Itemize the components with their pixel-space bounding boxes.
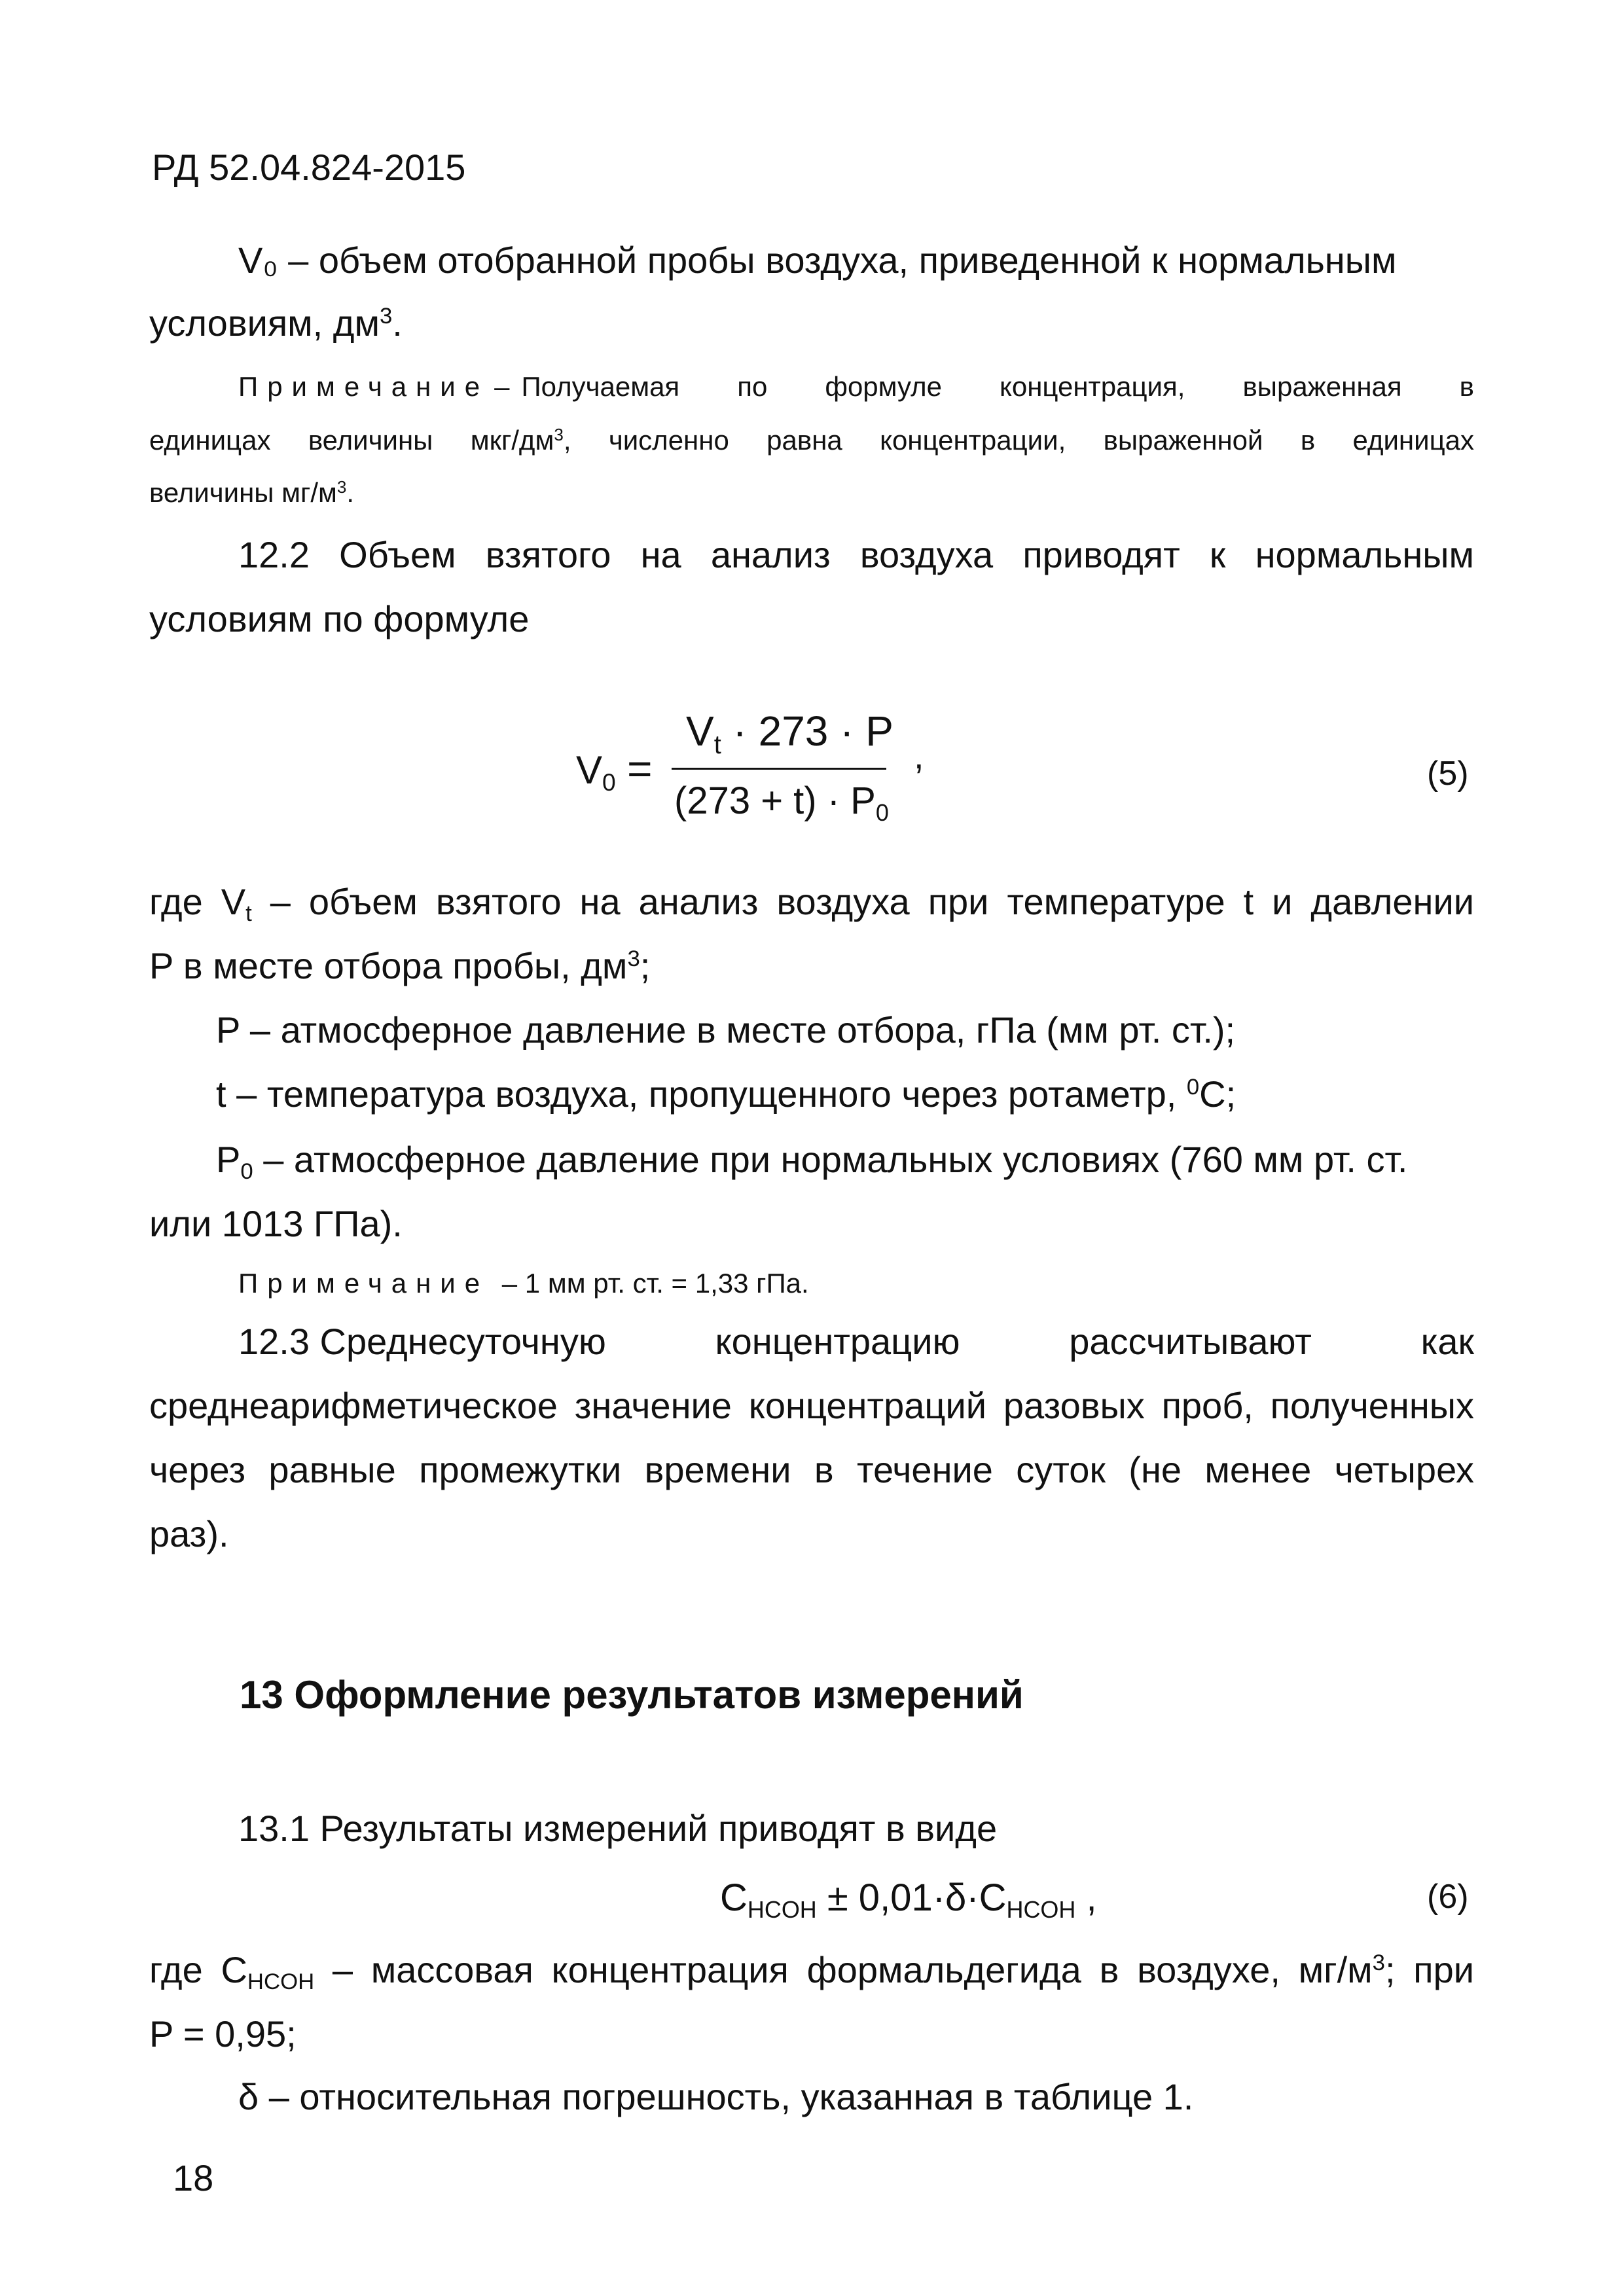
note1-label: Примечание: [238, 371, 490, 402]
paragraph-12-3-line1: 12.3 Среднесуточную концентрацию рассчитывают как: [238, 1321, 1474, 1362]
p0-definition-line1: $P_0$ – атмосферное давление при нормальных условиях (760 мм рт. ст.: [216, 1139, 1408, 1185]
formula-6: [720, 1865, 1479, 1931]
v0-definition-line1: V₀ – объем отобранной пробы воздуха, приведенной к нормальным: [238, 240, 1397, 281]
note2-label: Примечание: [238, 1268, 490, 1299]
p0-definition-line2: или 1013 ГПа).: [149, 1203, 403, 1244]
note1-line2: единицах величины мкг/$дм^3$, численно равна концентрации, выраженной в единицах: [149, 424, 1474, 456]
formula6-expression: $C_{HCOH} \pm 0,01\cdot\delta\cdot C_{HCOH}$ ,: [720, 1876, 1097, 1923]
paragraph-13-1: 13.1 Результаты измерений приводят в виде: [238, 1808, 998, 1849]
section-13-title: 13 Оформление результатов измерений: [240, 1673, 1024, 1717]
vt-definition-line2: P в месте отбора пробы, $дм^3$;: [149, 945, 651, 986]
paragraph-12-2-line2: условиям по формуле: [149, 598, 530, 639]
page-number: 18: [173, 2157, 214, 2198]
c-hcoh-definition-line1: где $C_{HCOH}$ – массовая концентрация формальдегида в воздухе, $мг/м^3$; при: [149, 1949, 1474, 1995]
p-definition: P – атмосферное давление в месте отбора, гПа (мм рт. ст.);: [216, 1009, 1236, 1050]
c-hcoh-definition-line2: P = 0,95;: [149, 2013, 297, 2054]
formula5-equals: =: [627, 744, 653, 793]
formula6-number: (6): [1427, 1878, 1469, 1916]
formula5-denominator: $(273 + t) \cdot P_0$: [674, 780, 889, 826]
v0-definition-line2: условиям, $дм^3$.: [149, 302, 403, 344]
formula5-lhs: $V_0$: [576, 748, 616, 797]
formula5-number: (5): [1427, 755, 1469, 793]
paragraph-12-3-line2: среднеарифметическое значение концентраций разовых проб, полученных: [149, 1385, 1474, 1426]
paragraph-12-3-line4: раз).: [149, 1513, 229, 1554]
t-definition: t – температура воздуха, пропущенного через ротаметр, $^0$С;: [216, 1073, 1236, 1115]
formula5-comma: ,: [914, 735, 924, 776]
paragraph-12-3-line3: через равные промежутки времени в течение суток (не менее четырех: [149, 1449, 1474, 1490]
formula-5: [576, 707, 1479, 844]
delta-definition: δ – относительная погрешность, указанная в таблице 1.: [238, 2076, 1194, 2117]
formula5-numerator: $V_t \cdot 273 \cdot P$: [686, 708, 893, 759]
note1-line1: Примечание – Получаемая по формуле концентрация, выраженная в: [238, 371, 1474, 402]
note1-line3: величины $мг/м^3$.: [149, 476, 355, 508]
vt-definition-line1: где $V_t$ – объем взятого на анализ воздуха при температуре t и давлении: [149, 881, 1475, 927]
document-code: РД 52.04.824-2015: [152, 147, 466, 188]
formula5-fraction-bar: [672, 768, 886, 770]
paragraph-12-2-line1: 12.2 Объем взятого на анализ воздуха приводят к нормальным: [238, 534, 1474, 575]
note2: Примечание – 1 мм рт. ст. = 1,33 гПа.: [238, 1268, 809, 1299]
